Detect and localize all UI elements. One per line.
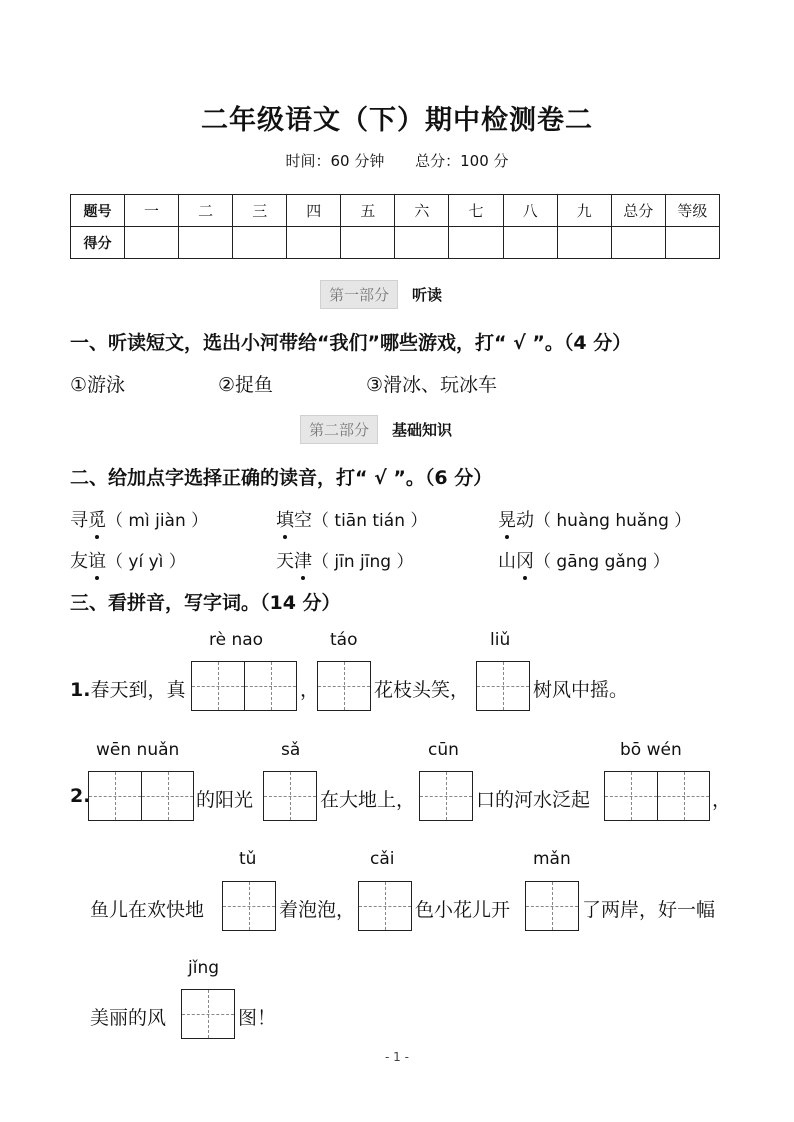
sentence-fragment: ， [712, 789, 732, 811]
writing-grid[interactable] [525, 881, 579, 931]
question-2-title: 二、给加点字选择正确的读音，打“ √ ”。（6 分） [70, 467, 493, 489]
writing-cell[interactable] [223, 882, 275, 930]
writing-cell[interactable] [359, 882, 411, 930]
dotted-char: 觅 [88, 506, 106, 532]
pinyin-label: sǎ [281, 740, 301, 760]
sentence-fragment: 了两岸，好一幅 [582, 899, 716, 921]
q2-item [498, 547, 670, 573]
writing-cell[interactable] [141, 772, 193, 820]
question-3-title: 三、看拼音，写字词。（14 分） [70, 592, 341, 614]
writing-cell[interactable] [244, 662, 296, 710]
sentence-fragment: 花枝头笑， [374, 679, 470, 701]
q2-item [498, 506, 691, 532]
writing-grid[interactable] [419, 771, 473, 821]
pinyin-label: rè nao [209, 630, 264, 650]
writing-cell[interactable] [89, 772, 141, 820]
q2-item [70, 547, 186, 573]
pinyin-label: wēn nuǎn [96, 740, 180, 760]
part-two-heading [300, 415, 452, 444]
q2-char: 寻 [70, 510, 88, 531]
table-cell: 二 [179, 195, 233, 227]
score-table-header-row [71, 195, 720, 227]
total-score: 总分：100 分 [415, 152, 509, 170]
writing-cell[interactable] [526, 882, 578, 930]
table-cell: 四 [287, 195, 341, 227]
score-entry-cell[interactable] [665, 227, 719, 259]
table-cell: 题号 [71, 195, 125, 227]
sentence-number: 1. [70, 679, 91, 701]
q2-char: 友 [70, 551, 88, 572]
sentence-fragment: 春天到，真 [90, 679, 186, 701]
score-entry-cell[interactable] [287, 227, 341, 259]
dotted-char: 冈 [516, 547, 534, 573]
writing-grid[interactable] [317, 661, 371, 711]
table-cell: 九 [557, 195, 611, 227]
writing-cell[interactable] [605, 772, 657, 820]
writing-cell[interactable] [192, 662, 244, 710]
score-entry-cell[interactable] [233, 227, 287, 259]
q1-option-2[interactable]: ②捉鱼 [218, 374, 274, 396]
writing-cell[interactable] [657, 772, 709, 820]
writing-grid[interactable] [222, 881, 276, 931]
pinyin-choices[interactable]: （ yí yì ） [106, 552, 186, 572]
part-one-name: 听读 [412, 286, 443, 304]
pinyin-choices[interactable]: （ gāng gǎng ） [534, 552, 670, 572]
exam-meta [0, 150, 794, 171]
page-number: - 1 - [385, 1050, 409, 1064]
writing-cell[interactable] [264, 772, 316, 820]
sentence-fragment: 口的河水泛起 [476, 789, 591, 811]
sentence-fragment: 的阳光 [196, 789, 254, 811]
table-cell: 七 [449, 195, 503, 227]
writing-cell[interactable] [420, 772, 472, 820]
table-cell: 等级 [665, 195, 719, 227]
score-table [70, 194, 720, 259]
part-two-name: 基础知识 [392, 421, 453, 439]
pinyin-label: táo [330, 630, 358, 650]
score-entry-cell[interactable] [179, 227, 233, 259]
writing-grid[interactable] [191, 661, 297, 711]
q2-char: 动 [516, 510, 534, 531]
question-1-title: 一、听读短文，选出小河带给“我们”哪些游戏，打“ √ ”。（4 分） [70, 332, 632, 354]
q2-item [276, 547, 413, 573]
writing-grid[interactable] [358, 881, 412, 931]
q1-option-3[interactable]: ③滑冰、玩冰车 [366, 374, 498, 396]
writing-cell[interactable] [477, 662, 529, 710]
table-cell: 总分 [611, 195, 665, 227]
score-table-score-row [71, 227, 720, 259]
pinyin-label: liǔ [490, 630, 511, 650]
pinyin-label: cǎi [370, 849, 395, 869]
pinyin-choices[interactable]: （ mì jiàn ） [106, 511, 209, 531]
sentence-fragment: ， [300, 679, 320, 701]
score-entry-cell[interactable] [503, 227, 557, 259]
pinyin-label: jǐng [188, 958, 220, 978]
score-entry-cell[interactable] [125, 227, 179, 259]
part-one-heading [320, 280, 442, 309]
pinyin-label: mǎn [533, 849, 571, 869]
sentence-number-text: 2. [70, 785, 91, 807]
score-entry-cell[interactable] [395, 227, 449, 259]
writing-cell[interactable] [182, 990, 234, 1038]
table-cell: 五 [341, 195, 395, 227]
page-title: 二年级语文（下）期中检测卷二 [201, 105, 593, 136]
time-limit: 时间：60 分钟 [285, 152, 385, 170]
pinyin-label: bō wén [620, 740, 682, 760]
pinyin-choices[interactable]: （ jīn jīng ） [312, 552, 414, 572]
dotted-char: 津 [294, 547, 312, 573]
part-two-tag: 第二部分 [300, 415, 378, 444]
score-entry-cell[interactable] [611, 227, 665, 259]
table-cell: 三 [233, 195, 287, 227]
dotted-char: 晃 [498, 506, 516, 532]
writing-grid[interactable] [476, 661, 530, 711]
q2-char: 山 [498, 551, 516, 572]
pinyin-label: tǔ [239, 849, 257, 869]
pinyin-choices[interactable]: （ tiān tián ） [312, 511, 428, 531]
table-cell: 一 [125, 195, 179, 227]
writing-grid[interactable] [604, 771, 710, 821]
table-cell: 六 [395, 195, 449, 227]
dotted-char: 填 [276, 506, 294, 532]
writing-cell[interactable] [318, 662, 370, 710]
sentence-fragment: 鱼儿在欢快地 [90, 899, 205, 921]
sentence-text [70, 675, 185, 702]
sentence-fragment: 图！ [238, 1007, 277, 1029]
dotted-char: 谊 [88, 547, 106, 573]
q2-char: 天 [276, 551, 294, 572]
table-cell: 八 [503, 195, 557, 227]
sentence-fragment: 美丽的风 [90, 1007, 167, 1029]
sentence-fragment: 树风中摇。 [533, 679, 629, 701]
writing-grid[interactable] [263, 771, 317, 821]
writing-grid[interactable] [181, 989, 235, 1039]
pinyin-label: cūn [428, 740, 459, 760]
sentence-fragment: 着泡泡， [279, 899, 356, 921]
q2-char: 空 [294, 510, 312, 531]
q2-item [276, 506, 427, 532]
sentence-fragment: 色小花儿开 [415, 899, 511, 921]
q1-option-1[interactable]: ①游泳 [70, 374, 126, 396]
score-entry-cell[interactable] [449, 227, 503, 259]
score-entry-cell[interactable] [341, 227, 395, 259]
table-cell: 得分 [71, 227, 125, 259]
score-entry-cell[interactable] [557, 227, 611, 259]
part-one-tag: 第一部分 [320, 280, 398, 309]
writing-grid[interactable] [88, 771, 194, 821]
sentence-fragment: 在大地上， [320, 789, 416, 811]
pinyin-choices[interactable]: （ huàng huǎng ） [534, 511, 692, 531]
q2-item [70, 506, 208, 532]
